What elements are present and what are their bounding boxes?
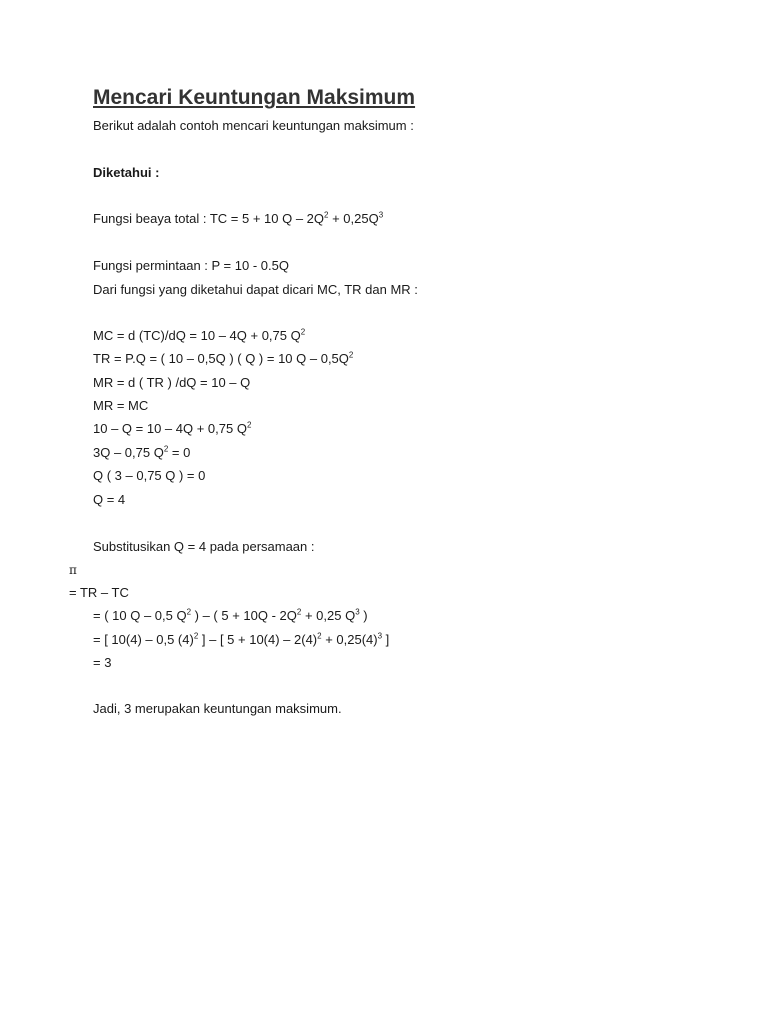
step2-sup: 2	[163, 444, 169, 454]
total-cost-text: Fungsi beaya total : TC = 5 + 10 Q – 2Q	[93, 211, 325, 226]
conclusion-text: Jadi, 3 merupakan keuntungan maksimum.	[93, 701, 342, 716]
profit2-c: + 0,25 Q	[301, 608, 356, 623]
demand-function: Fungsi permintaan : P = 10 - 0.5Q	[93, 258, 289, 273]
profit2-s3: 3	[355, 607, 360, 617]
mc-text: MC = d (TC)/dQ = 10 – 4Q + 0,75 Q	[93, 328, 301, 343]
step-equation-4: Q = 4	[93, 492, 126, 507]
profit2-s1: 2	[186, 607, 192, 617]
profit3-s3: 3	[377, 631, 383, 641]
mr-equation: MR = d ( TR ) /dQ = 10 – Q	[93, 375, 251, 390]
profit2-s2: 2	[296, 607, 302, 617]
profit-line-1: = TR – TC	[69, 585, 129, 600]
profit3-b: ] – [ 5 + 10(4) – 2(4)	[198, 632, 318, 647]
step2-after: = 0	[168, 445, 191, 460]
step1-sup: 2	[246, 420, 252, 430]
profit3-d: ]	[382, 632, 390, 647]
total-cost-sup2: 3	[378, 210, 384, 220]
total-cost-sup1: 2	[324, 210, 329, 220]
total-cost-mid: + 0,25Q	[328, 211, 379, 226]
tr-equation	[93, 351, 353, 367]
mr-eq-mc: MR = MC	[93, 398, 149, 413]
total-cost-function	[93, 211, 383, 227]
step-equation-1	[93, 421, 251, 437]
substitute-text: Substitusikan Q = 4 pada persamaan :	[93, 539, 315, 554]
mc-equation	[93, 328, 305, 344]
tr-sup: 2	[348, 350, 354, 360]
profit3-s2: 2	[317, 631, 322, 641]
step2-text: 3Q – 0,75 Q	[93, 445, 164, 460]
profit2-b: ) – ( 5 + 10Q - 2Q	[191, 608, 297, 623]
known-label: Diketahui :	[93, 165, 160, 180]
page-title: Mencari Keuntungan Maksimum	[93, 86, 416, 109]
profit3-c: + 0,25(4)	[321, 632, 378, 647]
profit2-d: )	[359, 608, 368, 623]
step-equation-2	[93, 445, 190, 461]
step-equation-3: Q ( 3 – 0,75 Q ) = 0	[93, 468, 206, 483]
tr-text: TR = P.Q = ( 10 – 0,5Q ) ( Q ) = 10 Q – 0,5Q	[93, 351, 349, 366]
profit3-a: = [ 10(4) – 0,5 (4)	[93, 632, 194, 647]
pi-symbol: π	[69, 563, 77, 577]
profit-line-4: = 3	[93, 655, 112, 670]
profit-line-2	[93, 608, 368, 624]
profit-line-3	[93, 632, 389, 648]
intro-text: Berikut adalah contoh mencari keuntungan maksimum :	[93, 118, 414, 133]
step1-text: 10 – Q = 10 – 4Q + 0,75 Q	[93, 421, 247, 436]
profit2-a: = ( 10 Q – 0,5 Q	[93, 608, 187, 623]
derive-intro: Dari fungsi yang diketahui dapat dicari MC, TR dan MR :	[93, 282, 418, 297]
profit3-s1: 2	[193, 631, 199, 641]
mc-sup: 2	[300, 327, 306, 337]
